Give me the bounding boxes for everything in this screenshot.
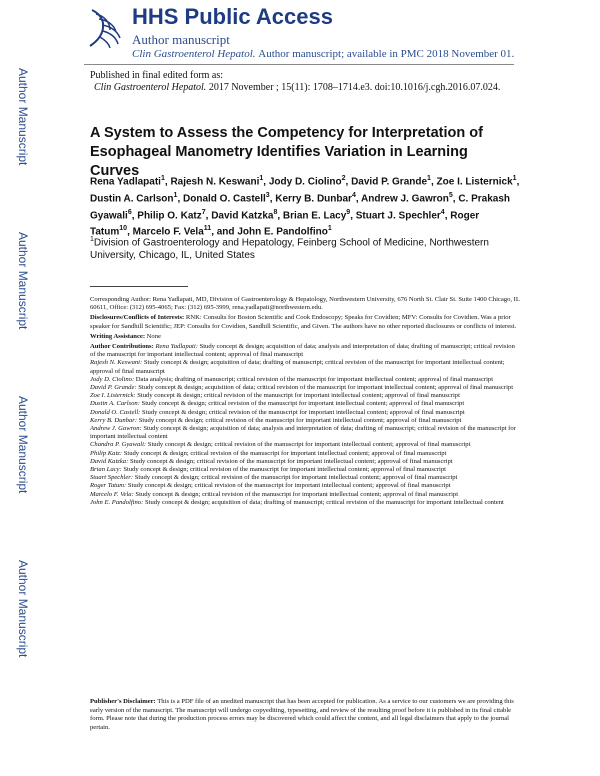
author-list: Rena Yadlapati$^1$, Rajesh N. Keswani$^1$, Jody D. Ciolino$^2$, David P. Grande$^1$, Zoe I. Listernick$^1$, Dustin A. Carlson$^1$, Donald O. Castell$^3$, Kerry B. Dunbar$^4$, Andrew J. Gawron$^5$, C. Prakash Gyawali$^6$, Philip O. Katz$^7$, David Katzka$^8$, Brian E. Lacy$^9$, Stuart J. Spechler$^4$, Roger Tatum$^{10}$, Marcelo F. Vela$^{11}$, and John E. Pandolfino$^1$	[90, 175, 520, 238]
header-divider	[84, 64, 514, 65]
contribution-item: Rajesh N. Keswani: Study concept & design; acquisition of data; drafting of manuscript; critical revision of the manuscript for important intellectual content; approval of final manuscript	[90, 359, 505, 375]
disclosures: Disclosures/Conflicts of Interests: RNK: Consults for Boston Scientific and Cook Endoscopy; Speaks for Covidien; MFV: Consults for Covidien. Was a prior speaker for Sandhill Scientific; JEP: Consults for Covidien, Sandhill Scientific, and Given. The authors have no other reported disclosures or conflicts of interest.	[90, 314, 517, 330]
hhs-eagle-logo-icon	[86, 6, 124, 50]
contribution-item: Dustin A. Carlson: Study concept & design; critical revision of the manuscript for important intellectual content; approval of final manuscript	[90, 400, 465, 408]
author-name: Donald O. Castell	[183, 193, 266, 205]
author-name: Rena Yadlapati	[90, 176, 161, 188]
author-name: Marcelo F. Vela	[132, 226, 204, 238]
publication-info	[90, 70, 500, 94]
contribution-item: Kerry B. Dunbar: Study concept & design; critical revision of the manuscript for important intellectual content; approval of final manuscript	[90, 416, 462, 424]
author-name: Brian E. Lacy	[282, 209, 347, 221]
contribution-item: David P. Grande: Study concept & design; acquisition of data; critical revision of the manuscript for important intellectual content; approval of final manuscript	[90, 384, 514, 392]
citation-journal: Clin Gastroenterol Hepatol.	[94, 82, 207, 93]
contribution-item: Andrew J. Gawron: Study concept & design; acquisition of data; analysis and interpretation of data; drafting of manuscript; critical revision of the manuscript for important intellectual content	[90, 425, 516, 441]
contribution-item: Marcelo F. Vela: Study concept & design; critical revision of the manuscript for important intellectual content; approval of final manuscript	[90, 490, 459, 498]
author-name: Jody D. Ciolino	[268, 176, 342, 188]
sidebar-label-3: Author Manuscript	[16, 396, 30, 494]
author-affiliation-sup: 1	[259, 175, 264, 182]
published-label: Published in final edited form as:	[90, 70, 224, 81]
contribution-item: Author Contributions: Rena Yadlapati: Study concept & design; acquisition of data; analysis and interpretation of data; drafting of manuscript; critical revision of the manuscript for important intellectual content; approval of final manuscript	[90, 343, 515, 359]
author-name: Andrew J. Gawron	[361, 193, 449, 205]
author-affiliation-sup: 11	[203, 225, 212, 233]
author-name: David Katzka	[211, 209, 274, 221]
header-availability: Author manuscript; available in PMC 2018 November 01.	[258, 48, 515, 60]
affiliation	[90, 233, 520, 262]
contribution-item: John E. Pandolfino: Study concept & design; acquisition of data; drafting of manuscript; critical revision of the manuscript for important intellectual content	[90, 498, 504, 506]
contribution-item: Donald O. Castell: Study concept & design; critical revision of the manuscript for important intellectual content; approval of final manuscript	[90, 408, 465, 416]
contribution-item: David Katzka: Study concept & design; critical revision of the manuscript for important intellectual content; approval of final manuscript	[90, 457, 453, 465]
contribution-item: Brian Lacy: Study concept & design; critical revision of the manuscript for important intellectual content; approval of final manuscript	[90, 466, 446, 474]
author-name: Roger Tatum	[90, 209, 480, 238]
footnotes	[90, 296, 522, 507]
author-name: Stuart J. Spechler	[355, 209, 441, 221]
author-affiliation-sup: 10	[119, 225, 128, 233]
author-name: John E. Pandolfino	[237, 226, 328, 238]
author-affiliation-sup: 6	[127, 208, 132, 216]
citation-details: 2017 November ; 15(11): 1708–1714.e3. doi:10.1016/j.cgh.2016.07.024.	[208, 82, 501, 93]
contribution-item: Stuart Spechler: Study concept & design; critical revision of the manuscript for important intellectual content; approval of final manuscript	[90, 474, 458, 482]
header-journal: Clin Gastroenterol Hepatol.	[132, 48, 256, 60]
author-affiliation-sup: 1	[327, 225, 332, 233]
author-affiliation-sup: 1	[173, 191, 178, 199]
author-affiliation-sup: 1	[512, 175, 517, 182]
author-name: Zoe I. Listernick	[436, 176, 513, 188]
contribution-item: Zoe I. Listernick: Study concept & design; critical revision of the manuscript for important intellectual content; approval of final manuscript	[90, 392, 460, 400]
footnote-divider	[90, 286, 188, 287]
author-affiliation-sup: 8	[273, 208, 278, 216]
author-affiliation-sup: 1	[427, 175, 431, 182]
writing-assistance: Writing Assistance: None	[90, 332, 161, 340]
author-affiliation-sup: 4	[351, 191, 356, 199]
affiliation-text: Division of Gastroenterology and Hepatology, Feinberg School of Medicine, Northwestern University, Chicago, IL, United States	[90, 237, 489, 262]
author-affiliation-sup: 4	[440, 208, 445, 216]
author-manuscript-subtitle: Author manuscript	[132, 32, 230, 47]
sidebar-label-4: Author Manuscript	[16, 560, 30, 658]
citation	[90, 82, 500, 94]
author-name: Kerry B. Dunbar	[275, 193, 352, 205]
author-affiliation-sup: 9	[346, 208, 351, 216]
author-affiliation-sup: 5	[448, 191, 453, 199]
corresponding-author: Corresponding Author: Rena Yadlapati, MD, Division of Gastroenterology & Hepatology, Northwestern University, 676 North St. Clair St. Suite 1400 Chicago, IL 60611, Office: (312) 695-4065; Fax: (312) 695-3999, rena.yadlapati@northwestern.edu.	[90, 296, 520, 312]
article-title: A System to Assess the Competency for Interpretation of Esophageal Manometry Identifies Variation in Learning Curves	[90, 125, 483, 179]
author-affiliation-sup: 7	[201, 208, 206, 216]
journal-availability-line	[132, 48, 514, 60]
sidebar-label-2: Author Manuscript	[16, 232, 30, 330]
author-name: C. Prakash Gyawali	[90, 193, 511, 221]
contribution-item: Jody D. Ciolino: Data analysis; drafting of manuscript; critical revision of the manuscript for important intellectual content; approval of final manuscript	[90, 375, 494, 383]
contribution-item: Roger Tatum: Study concept & design; critical revision of the manuscript for important intellectual content; approval of final manuscript	[90, 482, 451, 490]
author-affiliation-sup: 3	[265, 191, 270, 199]
author-affiliation-sup: 2	[341, 175, 346, 182]
sidebar-label-1: Author Manuscript	[16, 68, 30, 166]
author-name: Philip O. Katz	[137, 209, 202, 221]
publisher-disclaimer: Publisher's Disclaimer: This is a PDF file of an unedited manuscript that has been accepted for publication. As a service to our customers we are providing this early version of the manuscript. The manuscript will undergo copyediting, typesetting, and review of the resulting proof before it is published in its final citable form. Please note that during the production process errors may be discovered which could affect the content, and all legal disclaimers that apply to the journal pertain.	[90, 698, 514, 731]
contribution-item: Philip Katz: Study concept & design; critical revision of the manuscript for important intellectual content; approval of final manuscript	[90, 449, 447, 457]
contribution-item: Chandra P. Gyawali: Study concept & design; critical revision of the manuscript for important intellectual content; approval of final manuscript	[90, 441, 471, 449]
author-name: David P. Grande	[351, 176, 428, 188]
hhs-public-access-title: HHS Public Access	[132, 4, 333, 29]
author-name: Rajesh N. Keswani	[170, 176, 260, 188]
author-contributions	[90, 343, 522, 507]
affiliation-sup: 1	[90, 236, 94, 243]
author-affiliation-sup: 1	[160, 175, 165, 182]
author-name: Dustin A. Carlson	[90, 193, 174, 205]
